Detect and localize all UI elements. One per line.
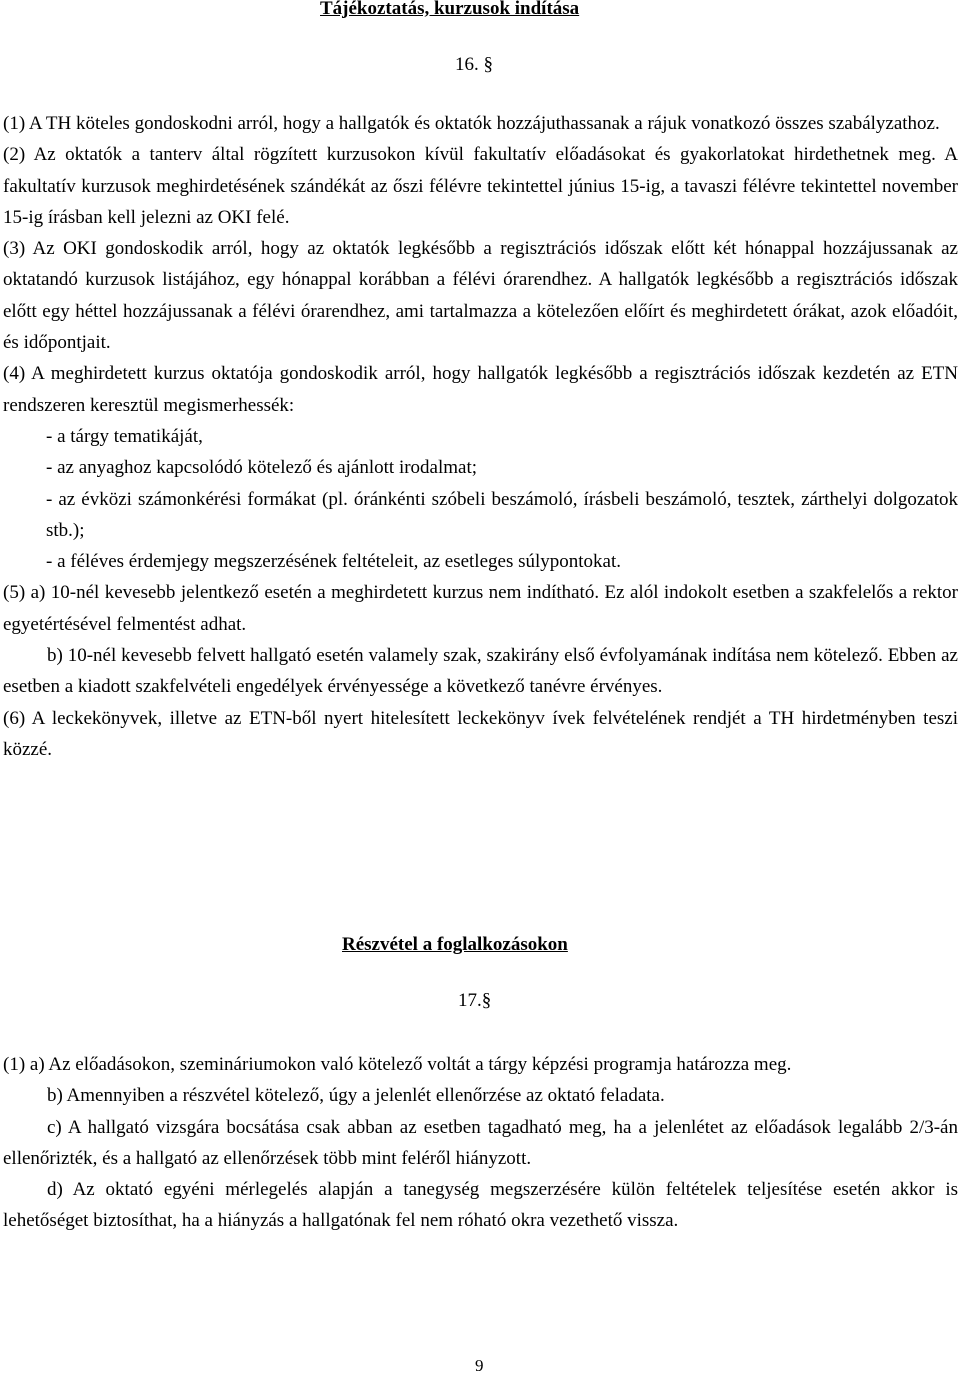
paragraph-1c: c) A hallgató vizsgára bocsátása csak abban az esetben tagadható meg, ha a jelenlétet az előadások legalább 2/3-án ellenőrizték, és a hallgató az ellenőrzések több mint feléről hiányzott. [3, 1116, 958, 1169]
page-number: 9 [475, 1356, 484, 1375]
list-item: - az évközi számonkérési formákat (pl. óránkénti szóbeli beszámoló, írásbeli beszámoló, tesztek, zárthelyi dolgozatok stb.); [46, 488, 958, 541]
list-item: - a féléves érdemjegy megszerzésének feltételeit, az esetleges súlypontokat. [46, 551, 622, 573]
section-16-body [3, 108, 958, 765]
list-item: - az anyaghoz kapcsolódó kötelező és ajánlott irodalmat; [46, 457, 478, 479]
paragraph-4: (4) A meghirdetett kurzus oktatója gondoskodik arról, hogy hallgatók legkésőbb a regisztrációs időszak kezdetén az ETN rendszeren keresztül megismerhessék: [3, 363, 958, 416]
section-16-title: Tájékoztatás, kurzusok indítása [320, 0, 580, 19]
paragraph-3: (3) Az OKI gondoskodik arról, hogy az oktatók legkésőbb a regisztrációs időszak előtt két hónappal hozzájussanak az oktatandó kurzusok listájához, egy hónappal korábban a félévi órarendhez. A hallgatók legkésőbb a regisztrációs időszak előtt egy héttel hozzájussanak a félévi órarendhez, ami tartalmazza a kötelezően előírt és meghirdetett órákat, azok előadóit, és időpontjait. [3, 238, 958, 354]
section-17-body [3, 1049, 958, 1237]
section-16-number: 16. § [455, 54, 493, 75]
paragraph-5a: (5) a) 10-nél kevesebb jelentkező esetén a meghirdetett kurzus nem indítható. Ez alól indokolt esetben a szakfelelős a rektor egyetértésével felmentést adhat. [3, 582, 958, 635]
paragraph-1b: b) Amennyiben a részvétel kötelező, úgy a jelenlét ellenőrzése az oktató feladata. [47, 1085, 665, 1107]
section-17-title: Részvétel a foglalkozásokon [342, 934, 568, 955]
section-17-number: 17.§ [458, 990, 492, 1011]
paragraph-1: (1) A TH köteles gondoskodni arról, hogy a hallgatók és oktatók hozzájuthassanak a rájuk vonatkozó összes szabályzathoz. [3, 113, 940, 134]
paragraph-6: (6) A leckekönyvek, illetve az ETN-ből nyert hitelesített leckekönyv ívek felvételének rendjét a TH hirdetményben teszi közzé. [3, 707, 958, 760]
paragraph-1a: (1) a) Az előadásokon, szemináriumokon való kötelező voltát a tárgy képzési programja határozza meg. [3, 1054, 792, 1075]
paragraph-5b: b) 10-nél kevesebb felvett hallgató esetén valamely szak, szakirány első évfolyamának indítása nem kötelező. Ebben az esetben a kiadott szakfelvételi engedélyek érvényessége a következő tanévre érvényes. [3, 645, 958, 698]
paragraph-2: (2) Az oktatók a tanterv által rögzített kurzusokon kívül fakultatív előadásokat és gyakorlatokat hirdethetnek meg. A fakultatív kurzusok meghirdetésének szándékát az őszi félévre tekintettel június 15-ig, a tavaszi félévre tekintettel november 15-ig írásban kell jelezni az OKI felé. [3, 144, 958, 228]
paragraph-1d: d) Az oktató egyéni mérlegelés alapján a tanegység megszerzésére külön feltételek teljesítése esetén akkor is lehetőséget biztosíthat, ha a hiányzás a hallgatónak fel nem róható okra vezethető vissza. [3, 1179, 958, 1232]
list-item: - a tárgy tematikáját, [46, 425, 203, 447]
